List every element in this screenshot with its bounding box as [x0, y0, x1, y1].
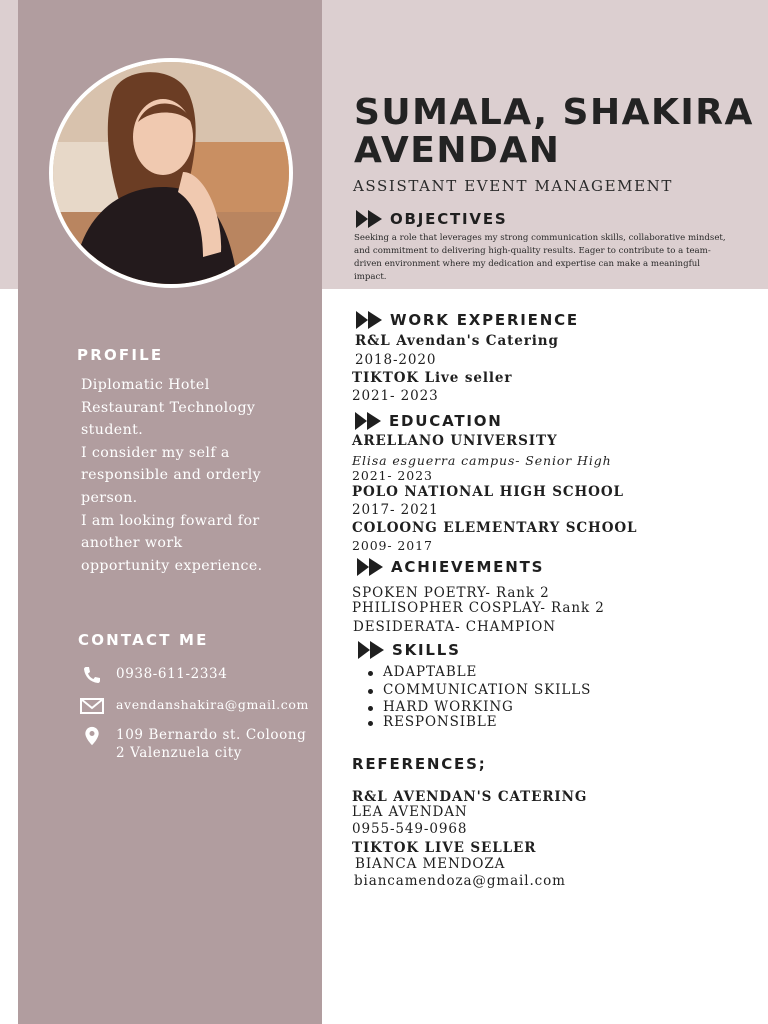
profile-line: another work	[81, 535, 183, 552]
skill-item: ADAPTABLE	[366, 664, 591, 682]
objectives-heading: OBJECTIVES	[356, 210, 508, 228]
phone-number[interactable]: 0938-611-2334	[116, 666, 228, 682]
profile-line: I consider my self a	[81, 444, 230, 461]
profile-line: I am looking foward for	[81, 512, 260, 529]
skill-item: HARD WORKING	[366, 699, 591, 717]
achievement-item: PHILISOPHER COSPLAY- Rank 2	[352, 600, 605, 616]
school-name: ARELLANO UNIVERSITY	[352, 433, 558, 449]
chevron-right-icon	[368, 210, 382, 228]
contact-phone-row	[80, 665, 227, 685]
mail-icon	[80, 696, 104, 716]
chevron-right-icon	[367, 412, 381, 430]
email-address[interactable]: avendanshakira@gmail.com	[116, 697, 309, 712]
phone-icon	[80, 665, 104, 685]
work-title: TIKTOK Live seller	[352, 370, 513, 386]
school-years: 2021- 2023	[352, 468, 433, 483]
work-years: 2018-2020	[355, 352, 437, 368]
location-pin-icon	[80, 726, 104, 746]
school-years: 2017- 2021	[352, 502, 439, 518]
work-years: 2021- 2023	[352, 388, 439, 404]
skill-item: COMMUNICATION SKILLS	[366, 682, 591, 700]
profile-line: Restaurant Technology	[81, 399, 256, 416]
achievement-item: SPOKEN POETRY- Rank 2	[352, 585, 550, 601]
achievements-heading: ACHIEVEMENTS	[357, 558, 544, 576]
profile-line: responsible and orderly	[81, 467, 262, 484]
job-title: ASSISTANT EVENT MANAGEMENT	[353, 177, 673, 195]
references-heading: REFERENCES;	[352, 755, 487, 773]
address	[116, 726, 306, 762]
chevron-right-icon	[370, 641, 384, 659]
profile-line: student.	[81, 422, 144, 439]
objectives-text: Seeking a role that leverages my strong communication skills, collaborative mindset, and commitment to delivering high-quality results. Eager to contribute to a team-driven environment where my dedication and expertise can make a meaningful impact.	[354, 233, 726, 282]
work-title: R&L Avendan's Catering	[355, 333, 559, 349]
reference-contact[interactable]: biancamendoza@gmail.com	[354, 873, 566, 889]
contact-email-row	[80, 696, 309, 716]
chevron-right-icon	[369, 558, 383, 576]
reference-person: BIANCA MENDOZA	[355, 856, 506, 872]
reference-person: LEA AVENDAN	[352, 804, 468, 820]
profile-photo	[49, 58, 293, 288]
address-line: 2 Valenzuela city	[116, 745, 243, 761]
contact-address-row	[80, 726, 306, 762]
skill-item: RESPONSIBLE	[366, 714, 591, 732]
profile-line: Diplomatic Hotel	[81, 377, 210, 393]
profile-line: person.	[81, 489, 138, 506]
school-detail: Elisa esguerra campus- Senior High	[352, 453, 612, 468]
achievement-item: DESIDERATA- CHAMPION	[353, 619, 556, 635]
reference-org: TIKTOK LIVE SELLER	[352, 840, 537, 856]
candidate-name: SUMALA, SHAKIRA AVENDAN	[354, 92, 754, 171]
education-heading: EDUCATION	[355, 412, 503, 430]
contact-heading: CONTACT ME	[78, 631, 209, 649]
profile-line: opportunity experience.	[81, 557, 263, 574]
profile-text	[81, 374, 301, 577]
reference-contact: 0955-549-0968	[352, 821, 468, 837]
school-name: COLOONG ELEMENTARY SCHOOL	[352, 520, 638, 536]
work-experience-heading: WORK EXPERIENCE	[356, 311, 579, 329]
address-line: 109 Bernardo st. Coloong	[116, 727, 307, 743]
reference-org: R&L AVENDAN'S CATERING	[352, 789, 588, 805]
skills-list	[366, 664, 591, 731]
skills-heading: SKILLS	[358, 641, 461, 659]
school-years: 2009- 2017	[352, 538, 433, 553]
chevron-right-icon	[368, 311, 382, 329]
profile-heading: PROFILE	[77, 346, 164, 364]
school-name: POLO NATIONAL HIGH SCHOOL	[352, 484, 624, 500]
